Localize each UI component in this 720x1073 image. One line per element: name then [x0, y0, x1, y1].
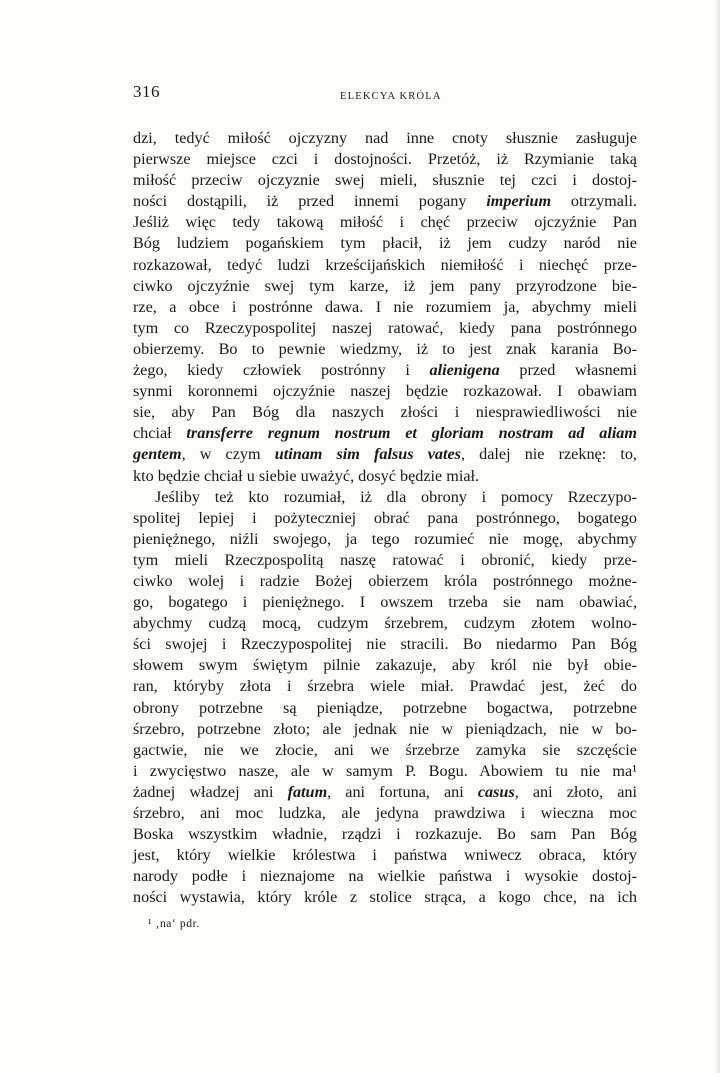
- text-line: spolitej lepiej i pożyteczniej obrać pana postrónnego, bogatego: [133, 508, 637, 527]
- text-line: rozkazował, tedyć ludzi krześcijańskich niemiłość i niechęć prze-: [133, 255, 637, 274]
- text-line: go, bogatego i pieniężnego. I owszem trzeba sie nam obawiać,: [133, 593, 637, 612]
- text-line: ran, któryby złota i śrzebra wiele miał. Prawdać jest, żeć do: [133, 677, 637, 696]
- text-line: żego, kiedy człowiek postrónny i alienigena przed własnemi: [133, 361, 637, 380]
- footnote: ¹ ‚na‘ pdr.: [148, 918, 200, 930]
- text-line: ciwko ojczyźnie swej tym karze, iż jem pany przyrodzone bie-: [133, 276, 637, 295]
- text-line: śrzebro, potrzebne złoto; ale jednak nie w pieniądzach, nie w bo-: [133, 719, 637, 738]
- text-line: sie, aby Pan Bóg dla naszych złości i niesprawiedliwości nie: [133, 403, 637, 422]
- text-line: synmi koronnemi ojczyźnie naszej będzie rozkazował. I obawiam: [133, 382, 637, 401]
- text-line: ciwko wolej i radzie Bożej obierzem króla postrónnego możne-: [133, 571, 637, 590]
- text-line: chciał transferre regnum nostrum et gloriam nostram ad aliam: [133, 424, 637, 443]
- text-line: Jeśliż więc tedy takową miłość i chęć przeciw ojczyźnie Pan: [133, 213, 637, 232]
- body-text: [133, 128, 637, 908]
- text-line: ści swojej i Rzeczypospolitej nie stracili. Bo niedarmo Pan Bóg: [133, 635, 637, 654]
- text-line: pierwsze miejsce czci i dostojności. Przetóż, iż Rzymianie taką: [133, 150, 637, 169]
- scan-edge-shadow: [714, 0, 720, 1073]
- text-line: tym co Rzeczypospolitej naszej ratować, kiedy pana postrónnego: [133, 318, 637, 337]
- text-line: ności dostąpili, iż przed innemi pogany imperium otrzymali.: [133, 192, 638, 211]
- text-line: jest, który wielkie królestwa i państwa wniwecz obraca, który: [133, 846, 637, 865]
- text-line: dzi, tedyć miłość ojczyzny nad inne cnoty słusznie zasługuje: [133, 129, 637, 147]
- page-number: 316: [133, 82, 160, 101]
- text-line: Jeśliby też kto rozumiał, iż dla obrony i pomocy Rzeczypo-: [155, 487, 637, 506]
- text-line: słowem swym świętym pilnie zakazuje, aby król nie był obie-: [133, 656, 637, 675]
- text-line: obierzemy. Bo to pewnie wiedzmy, iż to jest znak karania Bo-: [133, 339, 637, 358]
- text-line: abychmy cudzą mocą, cudzym śrzebrem, cudzym złotem wolno-: [133, 614, 637, 633]
- text-line: Boska wszystkim władnie, rządzi i rozkazuje. Bo sam Pan Bóg: [133, 825, 637, 844]
- text-line: miłość przeciw ojczyznie swej mieli, słusznie tej czci i dostoj-: [133, 171, 637, 190]
- text-line: ności wystawia, który króle z stolice strąca, a kogo chce, na ich: [133, 888, 637, 907]
- text-line: gentem, w czym utinam sim falsus vates, dalej nie rzeknę: to,: [133, 445, 637, 464]
- text-line: obrony potrzebne są pieniądze, potrzebne bogactwa, potrzebne: [133, 698, 637, 717]
- text-line: rze, a obce i postrónne dawa. I nie rozumiem ja, abychmy mieli: [133, 297, 637, 316]
- text-line: narody podłe i nieznajome na wielkie państwa i wysokie dostoj-: [133, 867, 637, 886]
- text-line: Bóg ludziem pogańskiem tym płacił, iż jem cudzy naród nie: [133, 234, 637, 253]
- page-header: [133, 82, 633, 106]
- text-line: gactwie, nie we złocie, ani we śrzebrze zamyka sie szczęście: [133, 740, 637, 759]
- text-line: tym mieli Rzeczpospolitą naszę ratować i obronić, kiedy prze-: [133, 550, 637, 569]
- text-line: śrzebro, ani moc ludzka, ale jedyna prawdziwa i wieczna moc: [133, 804, 637, 822]
- running-title: ELEKCYA KRÓLA: [340, 91, 442, 102]
- text-line: pieniężnego, niźli swojego, ja tego rozumieć nie mogę, abychmy: [133, 529, 637, 548]
- text-line: kto będzie chciał u siebie uważyć, dosyć będzie miał.: [133, 466, 480, 485]
- text-line: i zwycięstwo nasze, ale w samym P. Bogu. Abowiem tu nie ma¹: [133, 761, 637, 780]
- text-line: żadnej władzej ani fatum, ani fortuna, ani casus, ani złoto, ani: [133, 782, 637, 801]
